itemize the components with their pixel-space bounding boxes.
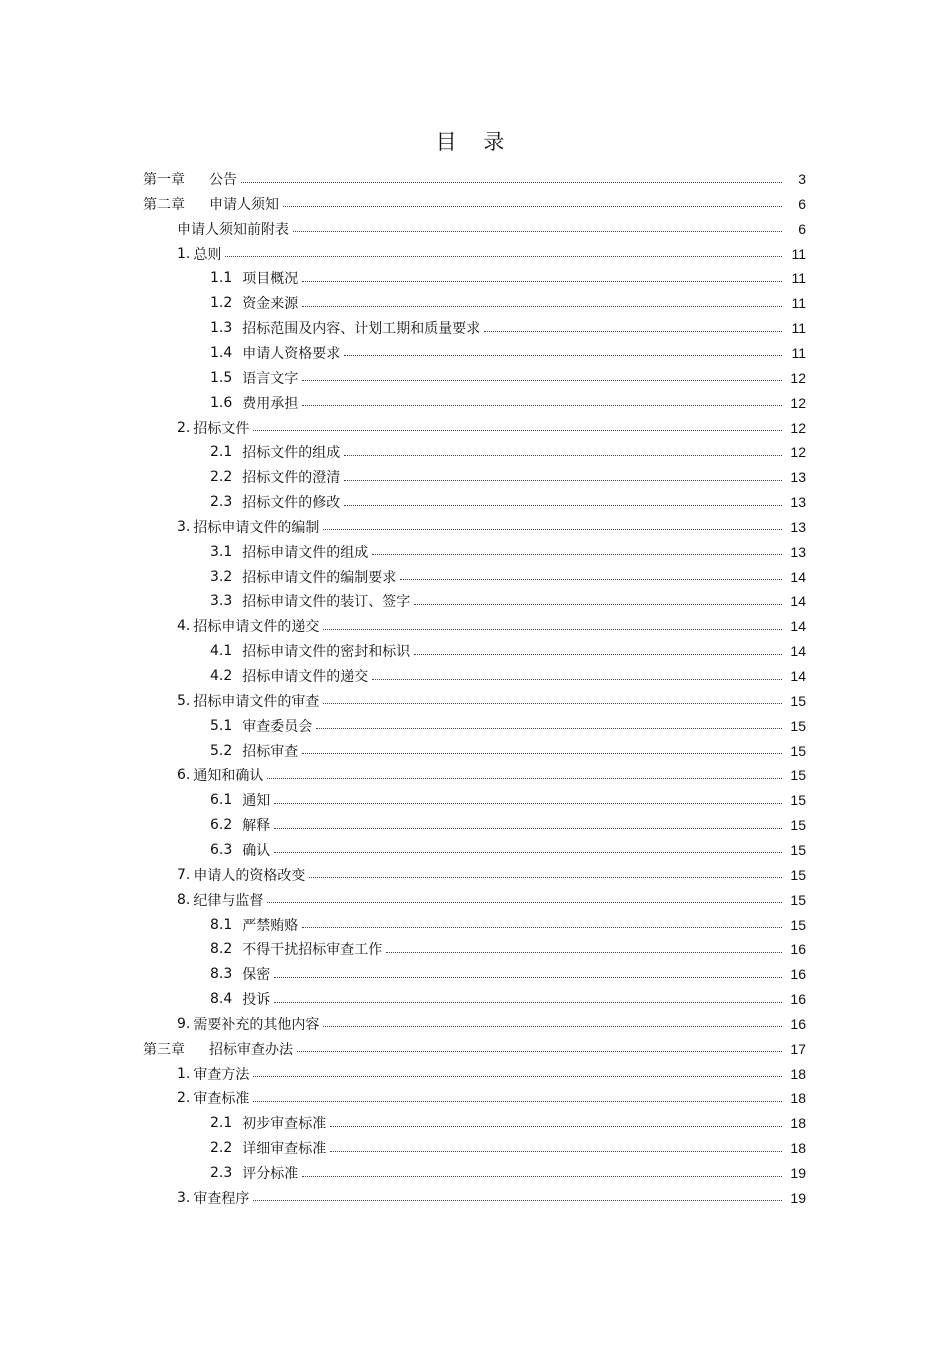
toc-entry-number: 4.2 xyxy=(210,668,233,684)
toc-entry-number: 1.2 xyxy=(210,295,233,312)
dot-leader xyxy=(302,753,782,754)
toc-entry-label: 招标范围及内容、计划工期和质量要求 xyxy=(242,321,481,338)
toc-entry[interactable] xyxy=(210,490,806,514)
toc-entry-page-number: 15 xyxy=(790,742,806,759)
toc-entry-label: 严禁贿赂 xyxy=(242,917,299,934)
toc-entry-number: 2. xyxy=(177,419,191,436)
toc-entry-page-number: 17 xyxy=(790,1040,806,1057)
toc-entry[interactable] xyxy=(210,739,806,763)
toc-entry[interactable] xyxy=(210,664,806,688)
toc-entry-number: 6. xyxy=(177,767,191,784)
toc-entry-label: 招标申请文件的组成 xyxy=(242,544,369,561)
toc-entry[interactable] xyxy=(177,763,806,787)
toc-entry[interactable] xyxy=(210,913,806,937)
toc-entry[interactable] xyxy=(177,1062,806,1086)
toc-entry-page-number: 19 xyxy=(790,1165,806,1181)
toc-entry[interactable] xyxy=(143,167,806,191)
toc-entry-number: 8.4 xyxy=(210,991,233,1008)
toc-entry-label: 语言文字 xyxy=(242,370,299,387)
toc-entry-label: 申请人须知 xyxy=(209,196,279,213)
toc-entry-label: 申请人须知前附表 xyxy=(177,221,289,238)
toc-entry-page-number: 18 xyxy=(790,1090,806,1107)
toc-entry-label: 招标申请文件的编制要求 xyxy=(242,569,397,586)
toc-entry[interactable] xyxy=(210,639,806,663)
toc-entry-page-number: 14 xyxy=(790,618,806,635)
toc-entry-label: 招标审查 xyxy=(242,743,299,760)
toc-entry-label: 费用承担 xyxy=(242,395,299,412)
toc-entry-label: 招标文件的澄清 xyxy=(242,470,341,487)
dot-leader xyxy=(302,380,782,381)
toc-entry-page-number: 15 xyxy=(790,891,806,908)
toc-entry-number: 4. xyxy=(177,618,191,635)
toc-entry-page-number: 16 xyxy=(790,941,806,958)
toc-entry-label: 保密 xyxy=(242,967,271,984)
toc-entry-number: 2.2 xyxy=(210,469,233,486)
dot-leader xyxy=(316,728,782,729)
toc-entry-label: 招标申请文件的编制 xyxy=(193,519,320,536)
dot-leader xyxy=(253,430,782,431)
toc-entry-page-number: 15 xyxy=(790,817,806,834)
toc-entry[interactable] xyxy=(210,440,806,464)
toc-entry-number: 5.1 xyxy=(210,717,233,734)
toc-entry[interactable] xyxy=(210,391,806,415)
dot-leader xyxy=(302,927,782,928)
toc-entry-page-number: 13 xyxy=(790,518,806,535)
toc-entry-label: 总则 xyxy=(193,246,222,263)
toc-entry-page-number: 11 xyxy=(791,295,806,312)
dot-leader xyxy=(372,679,782,680)
toc-entry[interactable] xyxy=(177,1086,806,1110)
toc-entry-label: 招标申请文件的装订、签字 xyxy=(242,594,411,611)
toc-entry[interactable] xyxy=(177,1012,806,1036)
toc-entry-label: 招标申请文件的密封和标识 xyxy=(242,644,411,661)
toc-entry[interactable] xyxy=(210,987,806,1011)
toc-entry[interactable] xyxy=(210,1136,806,1160)
toc-entry[interactable] xyxy=(210,714,806,738)
toc-entry-page-number: 6 xyxy=(798,195,806,212)
toc-entry-number: 3.2 xyxy=(210,568,233,585)
toc-entry-number: 2. xyxy=(177,1090,191,1107)
dot-leader xyxy=(274,828,782,829)
toc-entry-page-number: 15 xyxy=(790,717,806,734)
toc-entry-page-number: 11 xyxy=(791,320,806,337)
toc-entry-number: 8.2 xyxy=(210,941,233,958)
toc-title: 目 录 xyxy=(435,130,515,154)
toc-entry-page-number: 15 xyxy=(790,767,806,784)
toc-entry-page-number: 15 xyxy=(790,916,806,933)
dot-leader xyxy=(302,405,782,406)
dot-leader xyxy=(484,331,782,332)
toc-entry[interactable] xyxy=(177,217,806,241)
dot-leader xyxy=(253,1076,782,1077)
toc-entry-number: 2.2 xyxy=(210,1140,233,1157)
dot-leader xyxy=(274,803,782,804)
toc-entry-number: 1.3 xyxy=(210,320,233,337)
toc-entry-label: 审查委员会 xyxy=(242,718,313,735)
dot-leader xyxy=(344,505,782,506)
toc-entry-number: 1.6 xyxy=(210,394,233,411)
toc-entry[interactable] xyxy=(177,515,806,539)
toc-entry-number: 2.3 xyxy=(210,494,233,511)
dot-leader xyxy=(344,455,782,456)
toc-entry-page-number: 12 xyxy=(790,419,806,436)
dot-leader xyxy=(386,952,782,953)
toc-entry[interactable] xyxy=(177,863,806,887)
toc-entry-number: 1. xyxy=(177,1065,191,1082)
toc-entry-page-number: 16 xyxy=(790,1015,806,1032)
toc-entry[interactable] xyxy=(210,937,806,961)
toc-entry-label: 招标文件 xyxy=(193,420,250,437)
toc-entry-page-number: 16 xyxy=(790,991,806,1008)
dot-leader xyxy=(241,182,782,183)
toc-entry-number: 1.4 xyxy=(210,344,233,361)
toc-entry[interactable] xyxy=(210,1161,806,1185)
toc-entry[interactable] xyxy=(210,962,806,986)
dot-leader xyxy=(372,554,782,555)
toc-entry-page-number: 16 xyxy=(790,966,806,983)
dot-leader xyxy=(302,281,782,282)
toc-entry-label: 申请人资格要求 xyxy=(242,345,341,362)
toc-entry-label: 评分标准 xyxy=(242,1166,299,1182)
toc-entry-label: 详细审查标准 xyxy=(242,1141,327,1158)
toc-entry-label: 纪律与监督 xyxy=(193,892,264,909)
toc-entry-page-number: 14 xyxy=(790,668,806,684)
toc-entry[interactable] xyxy=(210,1111,806,1135)
toc-entry[interactable] xyxy=(210,788,806,812)
dot-leader xyxy=(267,778,782,779)
toc-entry-number: 8.1 xyxy=(210,916,233,933)
toc-entry[interactable] xyxy=(177,689,806,713)
dot-leader xyxy=(330,1126,782,1127)
dot-leader xyxy=(274,1002,782,1003)
toc-entry-number: 3. xyxy=(177,1189,191,1206)
toc-entry[interactable] xyxy=(143,192,806,216)
dot-leader xyxy=(309,877,782,878)
toc-entry[interactable] xyxy=(143,1037,806,1061)
toc-entry-number: 4.1 xyxy=(210,643,233,660)
toc-entry[interactable] xyxy=(177,614,806,638)
toc-entry[interactable] xyxy=(210,316,806,340)
toc-entry[interactable] xyxy=(177,242,806,266)
dot-leader xyxy=(297,1051,782,1052)
toc-entry[interactable] xyxy=(210,366,806,390)
toc-entry[interactable] xyxy=(177,1186,806,1210)
dot-leader xyxy=(302,1176,782,1177)
dot-leader xyxy=(414,654,782,655)
toc-entry-number: 8. xyxy=(177,891,191,908)
toc-entry-label: 招标文件的组成 xyxy=(242,445,341,462)
toc-entry-page-number: 13 xyxy=(790,494,806,511)
toc-entry-label: 资金来源 xyxy=(242,296,299,313)
toc-entry-label: 通知 xyxy=(242,793,271,810)
toc-entry-label: 招标文件的修改 xyxy=(242,495,341,512)
toc-entry-label: 招标审查办法 xyxy=(209,1041,293,1058)
toc-entry-number: 3.1 xyxy=(210,543,233,560)
toc-entry-number: 第一章 xyxy=(143,172,185,188)
toc-entry-label: 通知和确认 xyxy=(193,768,264,785)
toc-entry-page-number: 11 xyxy=(791,270,806,287)
toc-entry[interactable] xyxy=(210,565,806,589)
toc-entry-number: 6.2 xyxy=(210,817,233,834)
toc-entry-page-number: 14 xyxy=(790,568,806,585)
toc-entry-number: 5. xyxy=(177,692,191,709)
toc-entry[interactable] xyxy=(210,266,806,290)
toc-entry-number: 2.1 xyxy=(210,444,233,461)
toc-entry-page-number: 3 xyxy=(798,171,806,187)
toc-entry-label: 招标申请文件的递交 xyxy=(193,619,320,636)
dot-leader xyxy=(344,480,782,481)
toc-entry[interactable] xyxy=(210,838,806,862)
toc-entry-page-number: 6 xyxy=(798,220,806,237)
toc-entry[interactable] xyxy=(210,813,806,837)
toc-entry-number: 1. xyxy=(177,245,191,262)
toc-entry-page-number: 12 xyxy=(790,394,806,411)
toc-entry-number: 第三章 xyxy=(143,1041,185,1058)
dot-leader xyxy=(274,977,782,978)
dot-leader xyxy=(253,1200,782,1201)
toc-entry-page-number: 15 xyxy=(790,866,806,883)
toc-entry[interactable] xyxy=(210,465,806,489)
dot-leader xyxy=(414,604,782,605)
toc-entry-number: 6.3 xyxy=(210,841,233,858)
toc-entry-label: 招标申请文件的审查 xyxy=(193,693,320,710)
toc-entry-number: 3.3 xyxy=(210,593,233,610)
toc-entry-label: 投诉 xyxy=(242,992,271,1009)
dot-leader xyxy=(330,1151,782,1152)
toc-entry-number: 2.1 xyxy=(210,1115,233,1132)
toc-entry-number: 1.5 xyxy=(210,369,233,386)
toc-entry-number: 2.3 xyxy=(210,1165,233,1181)
toc-entry-page-number: 13 xyxy=(790,469,806,486)
toc-entry-page-number: 14 xyxy=(790,593,806,610)
toc-entry[interactable] xyxy=(210,341,806,365)
toc-entry[interactable] xyxy=(177,888,806,912)
dot-leader xyxy=(267,902,782,903)
toc-entry-page-number: 14 xyxy=(790,643,806,660)
toc-entry-page-number: 18 xyxy=(790,1065,806,1082)
toc-entry-number: 8.3 xyxy=(210,966,233,983)
toc-entry-page-number: 15 xyxy=(790,692,806,709)
dot-leader xyxy=(302,306,782,307)
dot-leader xyxy=(293,231,782,232)
toc-entry-number: 9. xyxy=(177,1015,191,1032)
dot-leader xyxy=(253,1101,782,1102)
dot-leader xyxy=(344,355,782,356)
dot-leader xyxy=(283,206,782,207)
toc-entry-label: 需要补充的其他内容 xyxy=(193,1016,320,1033)
toc-entry-page-number: 18 xyxy=(790,1115,806,1132)
dot-leader xyxy=(323,1026,782,1027)
toc-entry-page-number: 19 xyxy=(790,1189,806,1206)
toc-entry-number: 5.2 xyxy=(210,742,233,759)
toc-entry-page-number: 11 xyxy=(791,245,806,262)
toc-entry-label: 项目概况 xyxy=(242,271,299,288)
toc-entry[interactable] xyxy=(177,416,806,440)
toc-entry[interactable] xyxy=(210,589,806,613)
toc-entry-number: 7. xyxy=(177,866,191,883)
toc-entry-label: 申请人的资格改变 xyxy=(193,867,306,884)
toc-entry-label: 审查标准 xyxy=(193,1091,250,1108)
dot-leader xyxy=(274,852,782,853)
dot-leader xyxy=(225,256,782,257)
toc-entry-page-number: 11 xyxy=(791,344,806,361)
toc-entry-label: 确认 xyxy=(242,842,271,859)
toc-entry-number: 1.1 xyxy=(210,270,233,287)
toc-entry-page-number: 15 xyxy=(790,792,806,809)
dot-leader xyxy=(323,629,782,630)
toc-entry-label: 不得干扰招标审查工作 xyxy=(242,942,383,959)
toc-entry[interactable] xyxy=(210,540,806,564)
toc-entry-page-number: 12 xyxy=(790,444,806,461)
toc-entry-label: 解释 xyxy=(242,818,271,835)
toc-entry-page-number: 15 xyxy=(790,841,806,858)
toc-entry-page-number: 13 xyxy=(790,543,806,560)
dot-leader xyxy=(400,579,782,580)
toc-entry-label: 初步审查标准 xyxy=(242,1116,327,1133)
toc-entry-label: 审查方法 xyxy=(193,1066,250,1083)
toc-entry-number: 第二章 xyxy=(143,196,185,213)
toc-entry-label: 招标申请文件的递交 xyxy=(242,669,369,685)
toc-entry-label: 审查程序 xyxy=(193,1190,250,1207)
toc-entry-page-number: 18 xyxy=(790,1140,806,1157)
toc-entry-number: 6.1 xyxy=(210,792,233,809)
dot-leader xyxy=(323,529,782,530)
dot-leader xyxy=(323,703,782,704)
toc-entry-label: 公告 xyxy=(209,172,237,188)
toc-entry-page-number: 12 xyxy=(790,369,806,386)
toc-entry-number: 3. xyxy=(177,518,191,535)
toc-entry[interactable] xyxy=(210,291,806,315)
